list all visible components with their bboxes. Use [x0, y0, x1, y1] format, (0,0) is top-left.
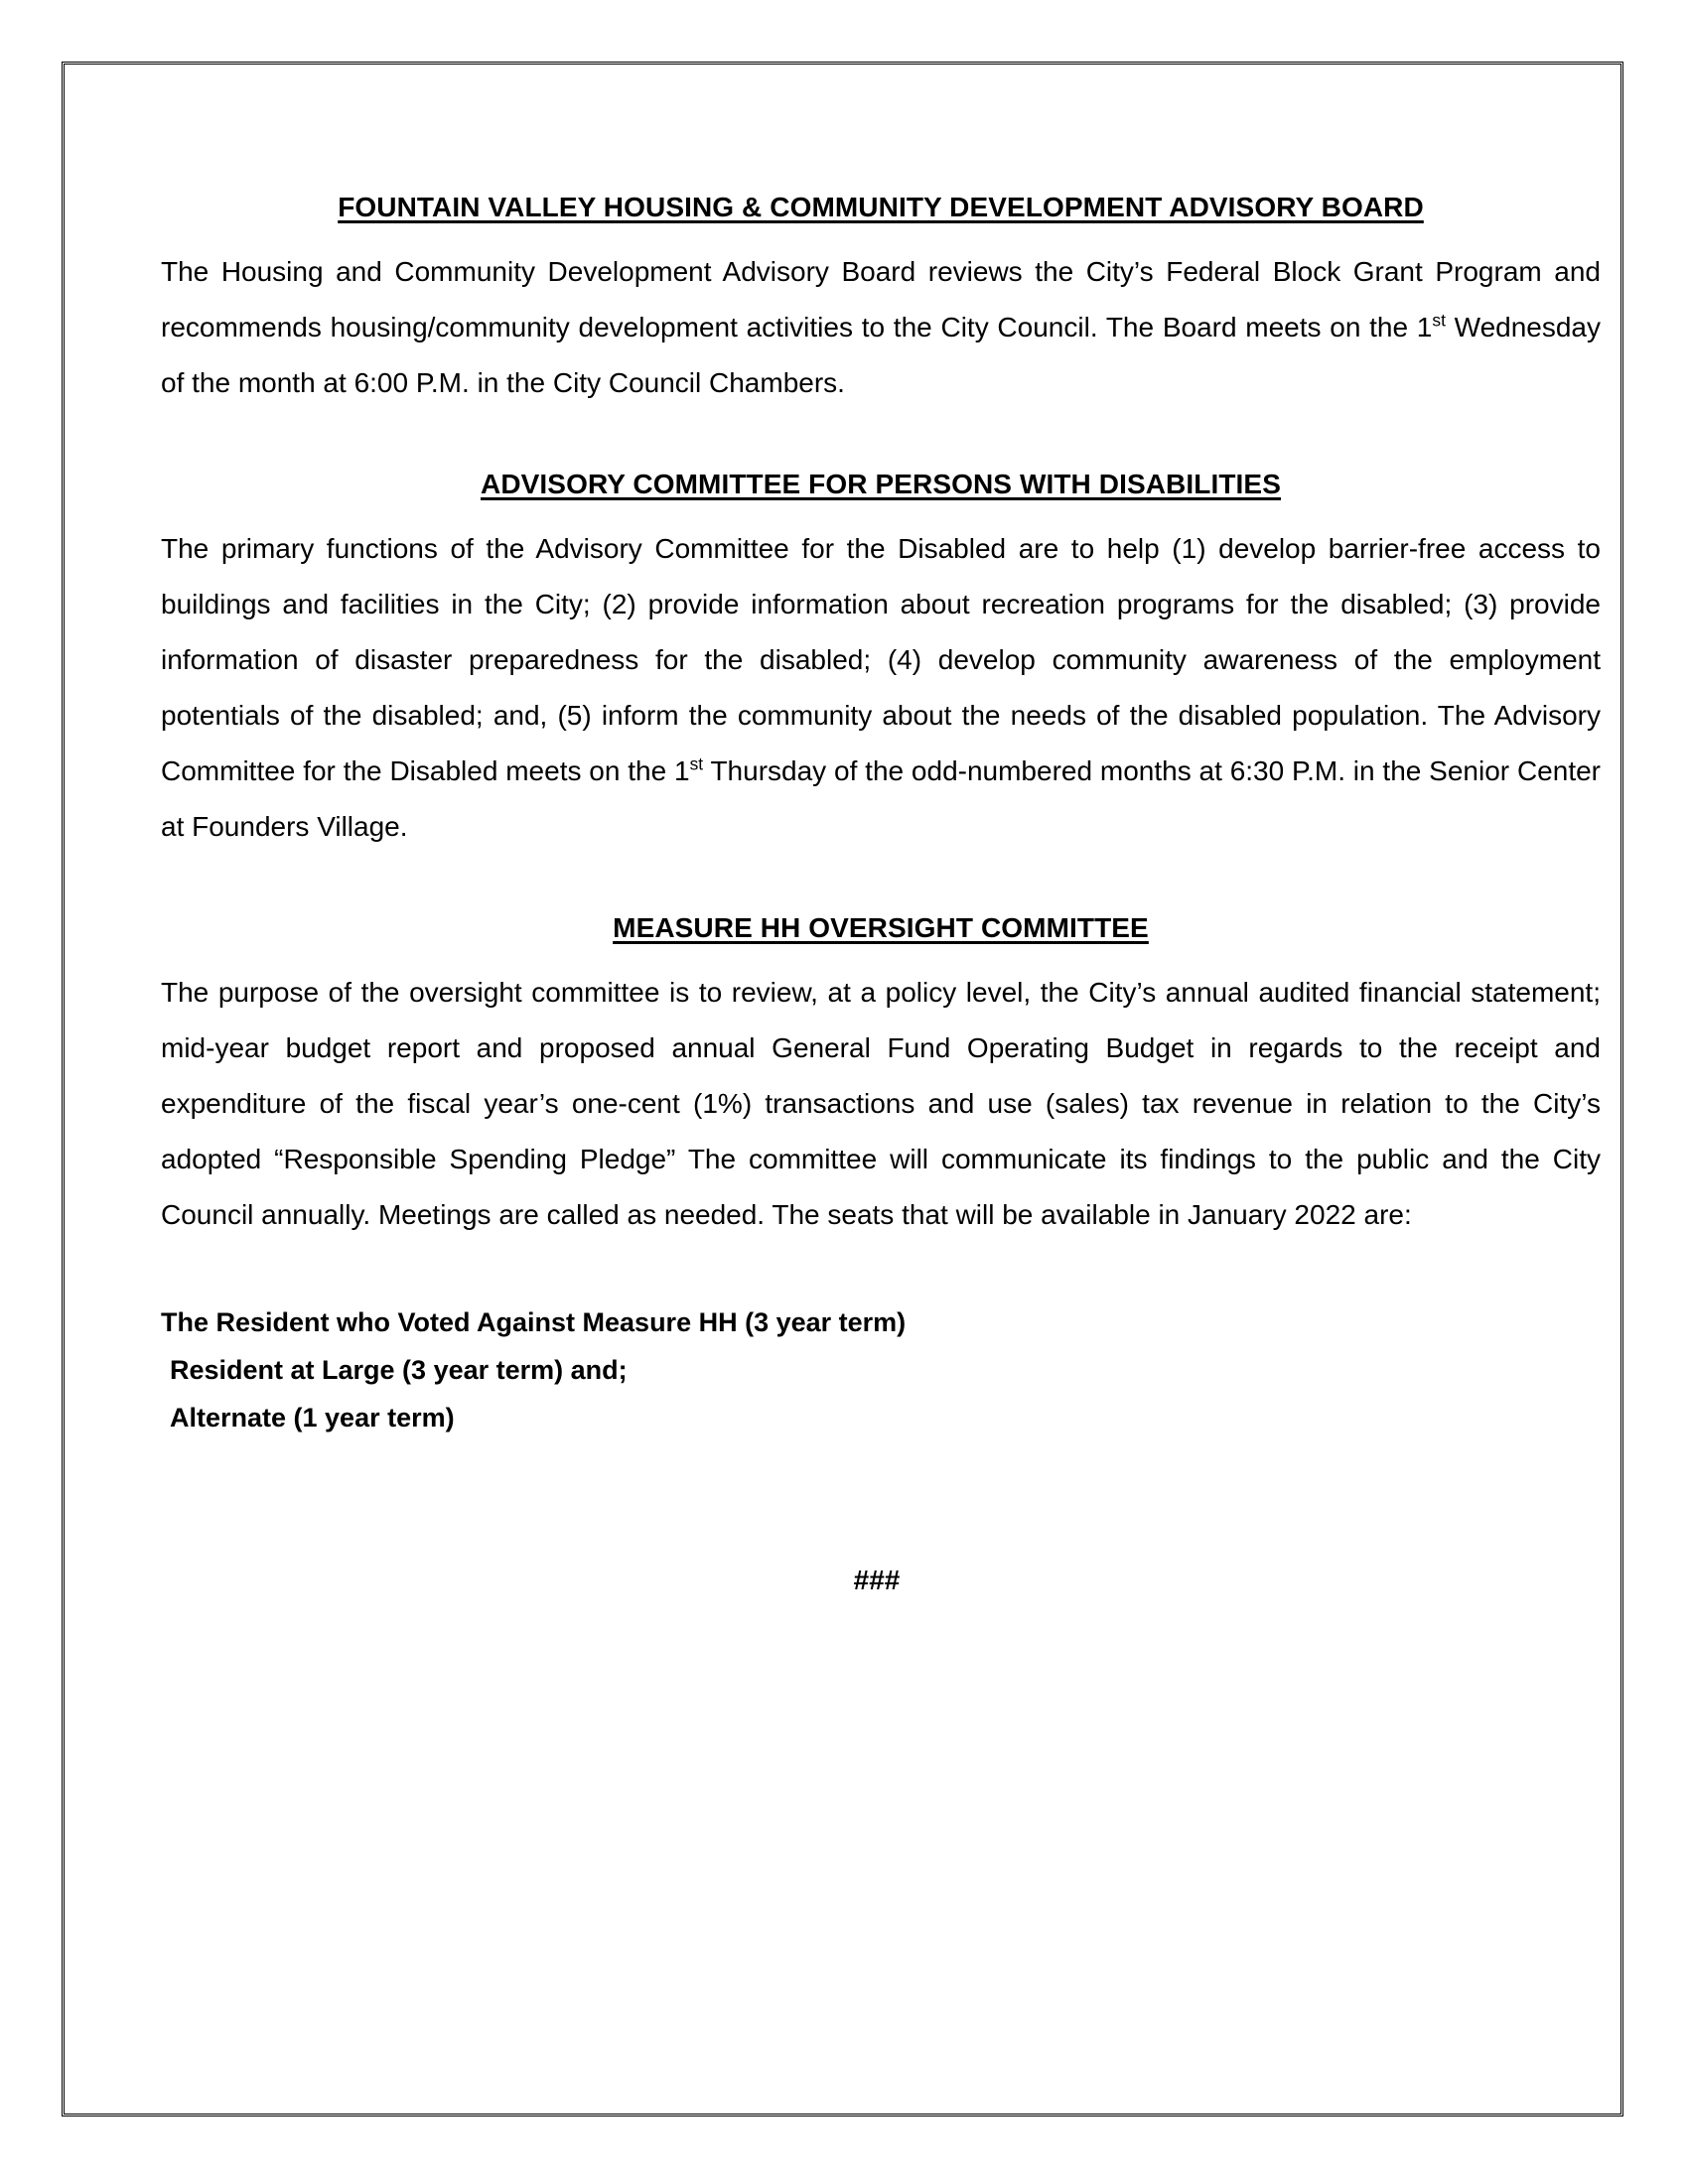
paragraph-measure-hh: The purpose of the oversight committee is to review, at a policy level, the City’s annual audited financial statement; mid-year budget report and proposed annual General Fund Operating Budget in regards to the receipt and expenditure of the fiscal year’s one-cent (1%) transactions and use (sales) tax revenue in relation to the City’s adopted “Responsible Spending Pledge” The committee will communicate its findings to the public and the City Council annually. Meetings are called as needed. The seats that will be available in January 2022 are:	[161, 977, 1601, 1230]
spacer	[161, 411, 1601, 467]
list-item: Resident at Large (3 year term) and;	[170, 1355, 628, 1385]
spacer	[161, 224, 1601, 244]
section-heading-housing-board-text: FOUNTAIN VALLEY HOUSING & COMMUNITY DEVELOPMENT ADVISORY BOARD	[338, 192, 1424, 222]
paragraph-disabilities-committee-part1: The primary functions of the Advisory Committee for the Disabled are to help (1) develop barrier-free access to buildings and facilities in the City; (2) provide information about recreation programs for the disabled; (3) provide information of disaster preparedness for the disabled; (4) develop community awareness of the employment potentials of the disabled; and, (5) inform the community about the needs of the disabled population. The Advisory Committee for the Disabled meets on the 1	[161, 533, 1601, 786]
section-heading-disabilities-committee-text: ADVISORY COMMITTEE FOR PERSONS WITH DISABILITIES	[481, 469, 1281, 499]
paragraph-housing-board-part2: Wednesday of the month at 6:00 P.M. in the City Council Chambers.	[161, 312, 1602, 398]
document-content	[161, 190, 1601, 1596]
paragraph-housing-board	[161, 244, 1601, 411]
section-heading-disabilities-committee	[161, 467, 1601, 501]
list-item: Alternate (1 year term)	[170, 1403, 455, 1433]
list-item: The Resident who Voted Against Measure HH (3 year term)	[161, 1307, 907, 1337]
spacer	[161, 1243, 1601, 1298]
end-of-document-marker: ###	[853, 1565, 901, 1595]
section-heading-measure-hh-text: MEASURE HH OVERSIGHT COMMITTEE	[613, 912, 1149, 943]
page-border-frame	[62, 62, 1623, 2116]
ordinal-suffix-st: st	[689, 753, 704, 774]
spacer	[161, 945, 1601, 965]
spacer	[161, 501, 1601, 521]
ordinal-suffix-st: st	[1432, 310, 1446, 331]
section-heading-measure-hh	[161, 910, 1601, 945]
section-heading-housing-board	[161, 190, 1601, 224]
paragraph-disabilities-committee-part2: Thursday of the odd-numbered months at 6:30 P.M. in the Senior Center at Founders Village.	[161, 755, 1601, 842]
paragraph-disabilities-committee	[161, 521, 1601, 855]
spacer	[161, 855, 1601, 910]
available-seats-list	[161, 1298, 1601, 1441]
paragraph-housing-board-part1: The Housing and Community Development Advisory Board reviews the City’s Federal Block Grant Program and recommends housing/community development activities to the City Council. The Board meets on the 1	[161, 256, 1601, 342]
